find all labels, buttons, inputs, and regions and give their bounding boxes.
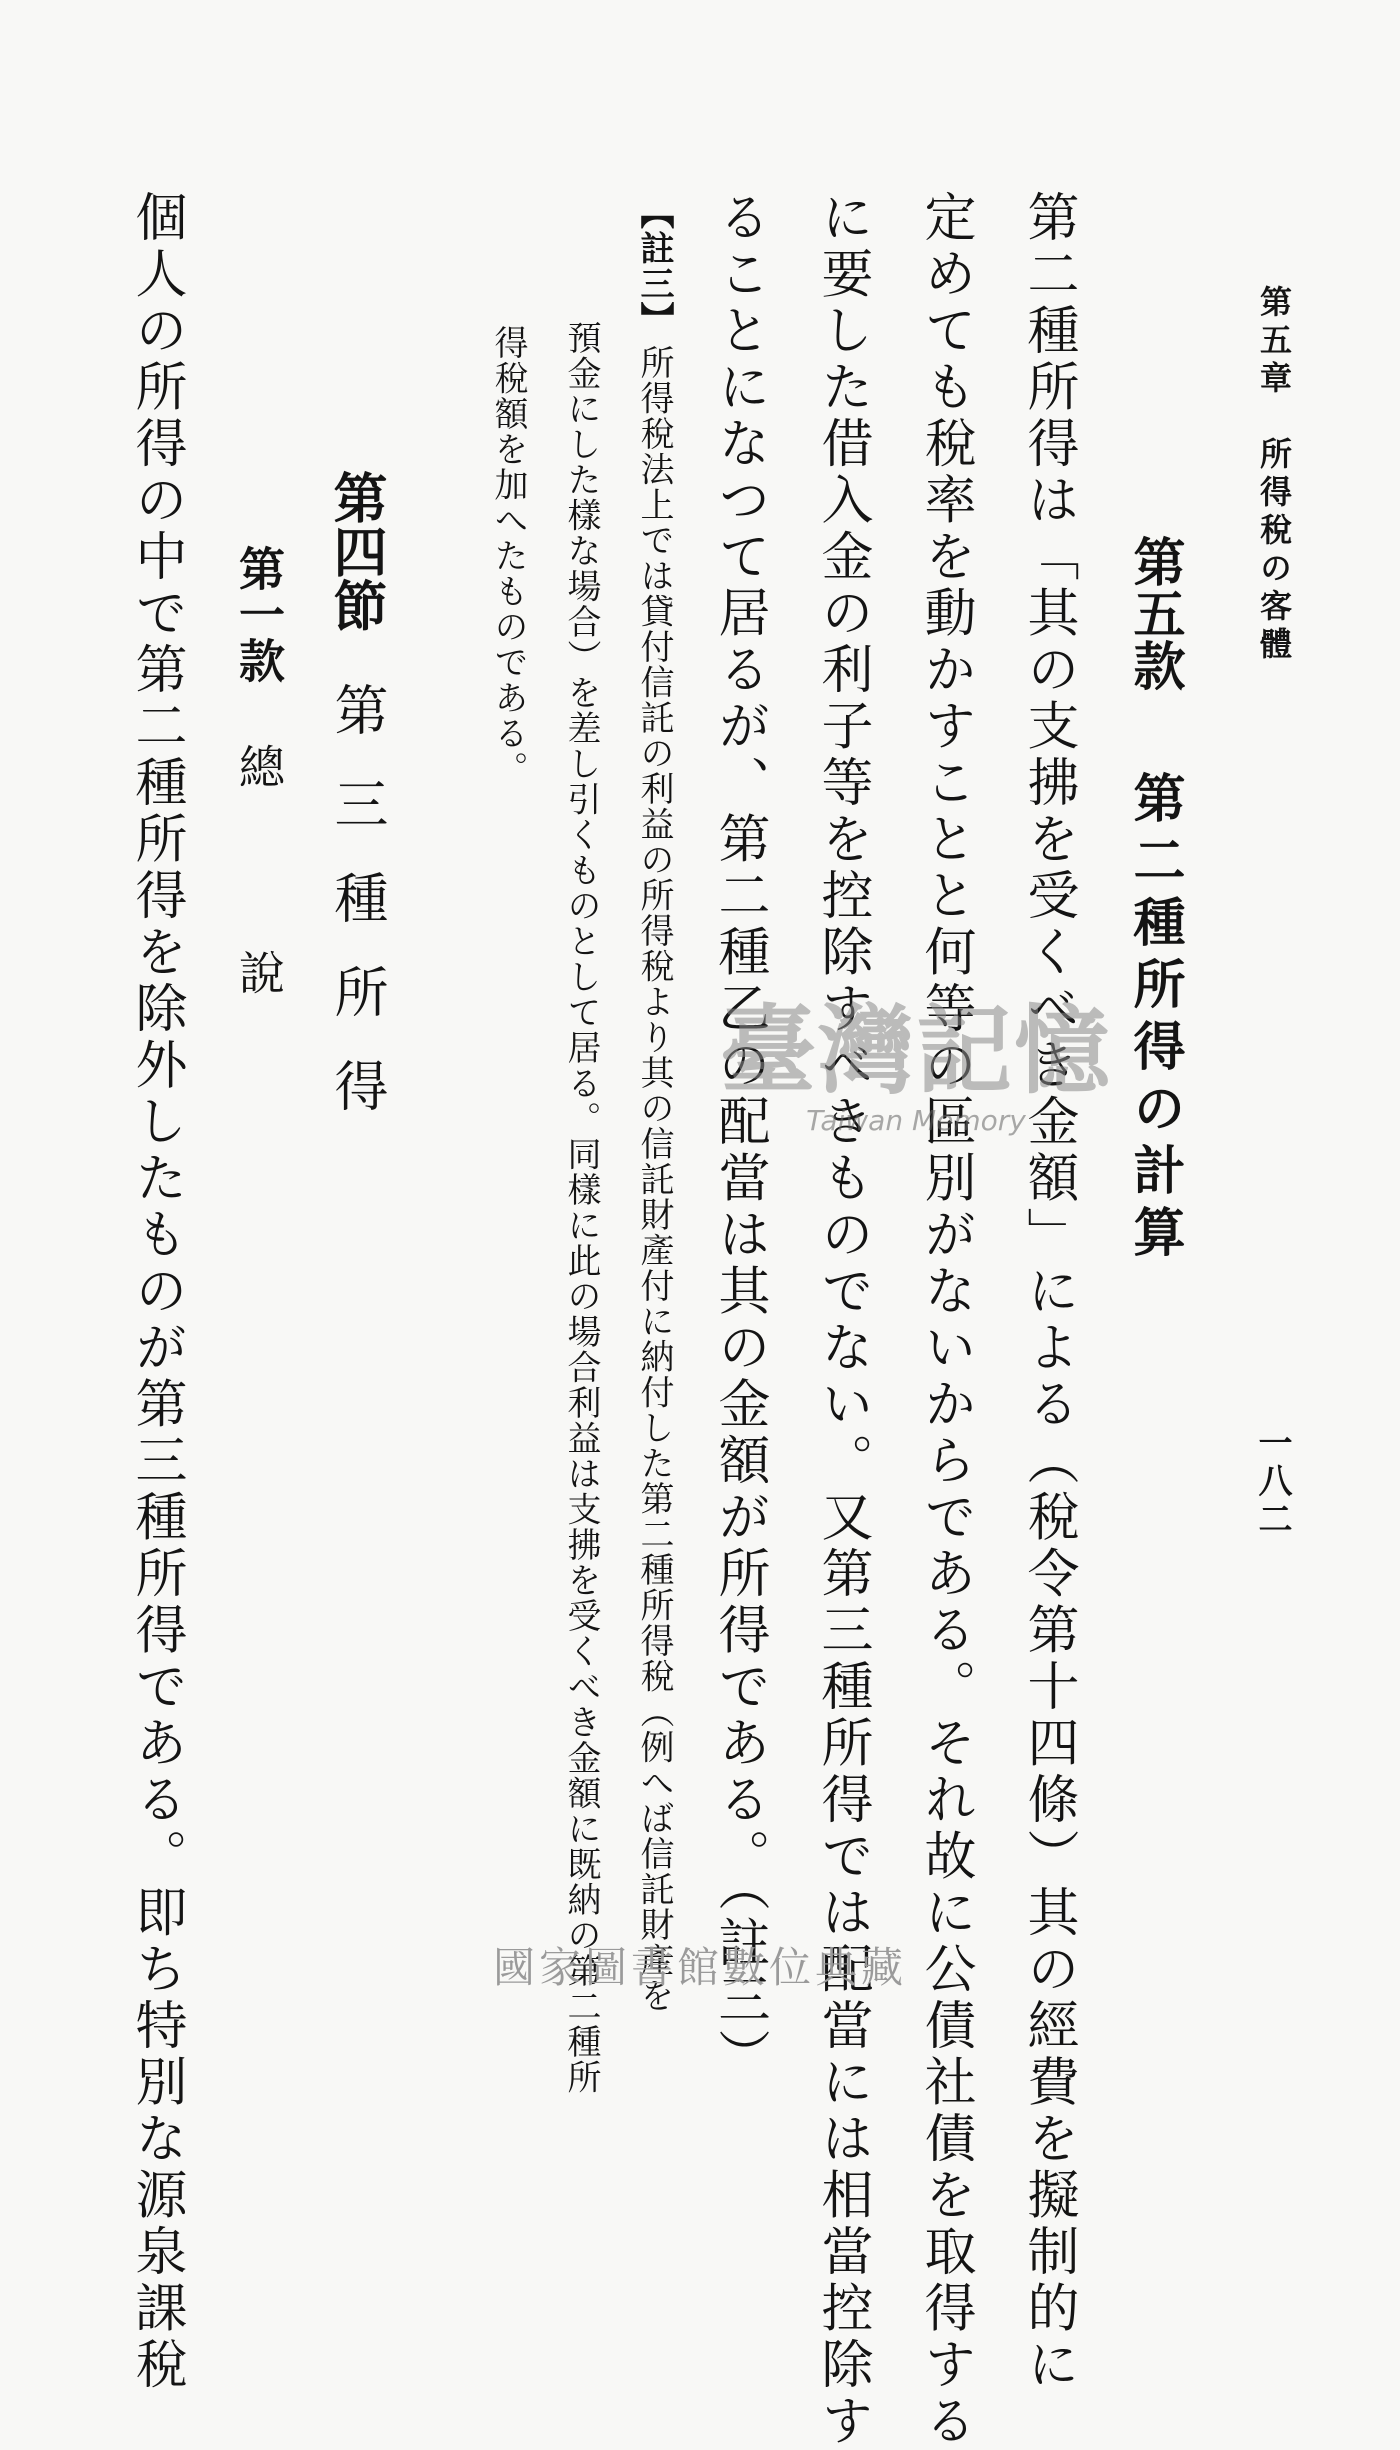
running-header: 第五章 所得稅の客體 [1255,285,1293,665]
note-line-2: 預金にした樣な場合）を差し引くものとして居る。同樣に此の場合利益は支拂を受くべき金額に既納の第二種所 [561,320,601,2095]
body-line-4: ることになつて居るが、第二種乙の配當は其の金額が所得である。（註三） [709,190,769,2085]
note-text-1: 所得稅法上では貸付信託の利益の所得稅より其の信託財產付に納付した第二種所得稅（例へば信託財產を [634,345,674,2014]
subsection-label: 第一款 [232,545,286,683]
body-line-1: 第二種所得は「其の支拂を受くべき金額」による（稅令第十四條）其の經費を擬制的に [1018,190,1078,2394]
note-marker: 【註三】 [634,195,674,337]
kan5-label: 第五款 [1124,535,1185,691]
kan5-heading [1124,535,1185,1267]
page-number: 一八二 [1252,1425,1292,1539]
body-line-3: に要した借入金の利子等を控除すべきものでない。又第三種所得では配當には相當控除す [812,190,872,2450]
closing-line: 個人の所得の中で第二種所得を除外したものが第三種所得である。即ち特別な源泉課稅 [126,190,186,2394]
watermark-main: 臺灣記憶 [720,995,1112,1107]
section-title: 第三種所得 [326,682,389,1152]
body-line-2: 定めても稅率を動かすことと何等の區別がないからである。それ故に公債社債を取得する [915,190,975,2450]
kan5-title: 第二種所得の計算 [1124,771,1185,1267]
section-heading [325,470,389,1152]
watermark-sub: Taiwan Memory [806,1104,1026,1137]
subsection-heading [232,545,286,1155]
section-label: 第四節 [325,470,389,632]
subsection-title: 總說 [232,743,286,1155]
note-line-3: 得稅額を加へたものである。 [488,325,528,787]
library-footer: 國家圖書館數位典藏 [492,1943,907,1992]
note-line-1 [634,195,674,2014]
